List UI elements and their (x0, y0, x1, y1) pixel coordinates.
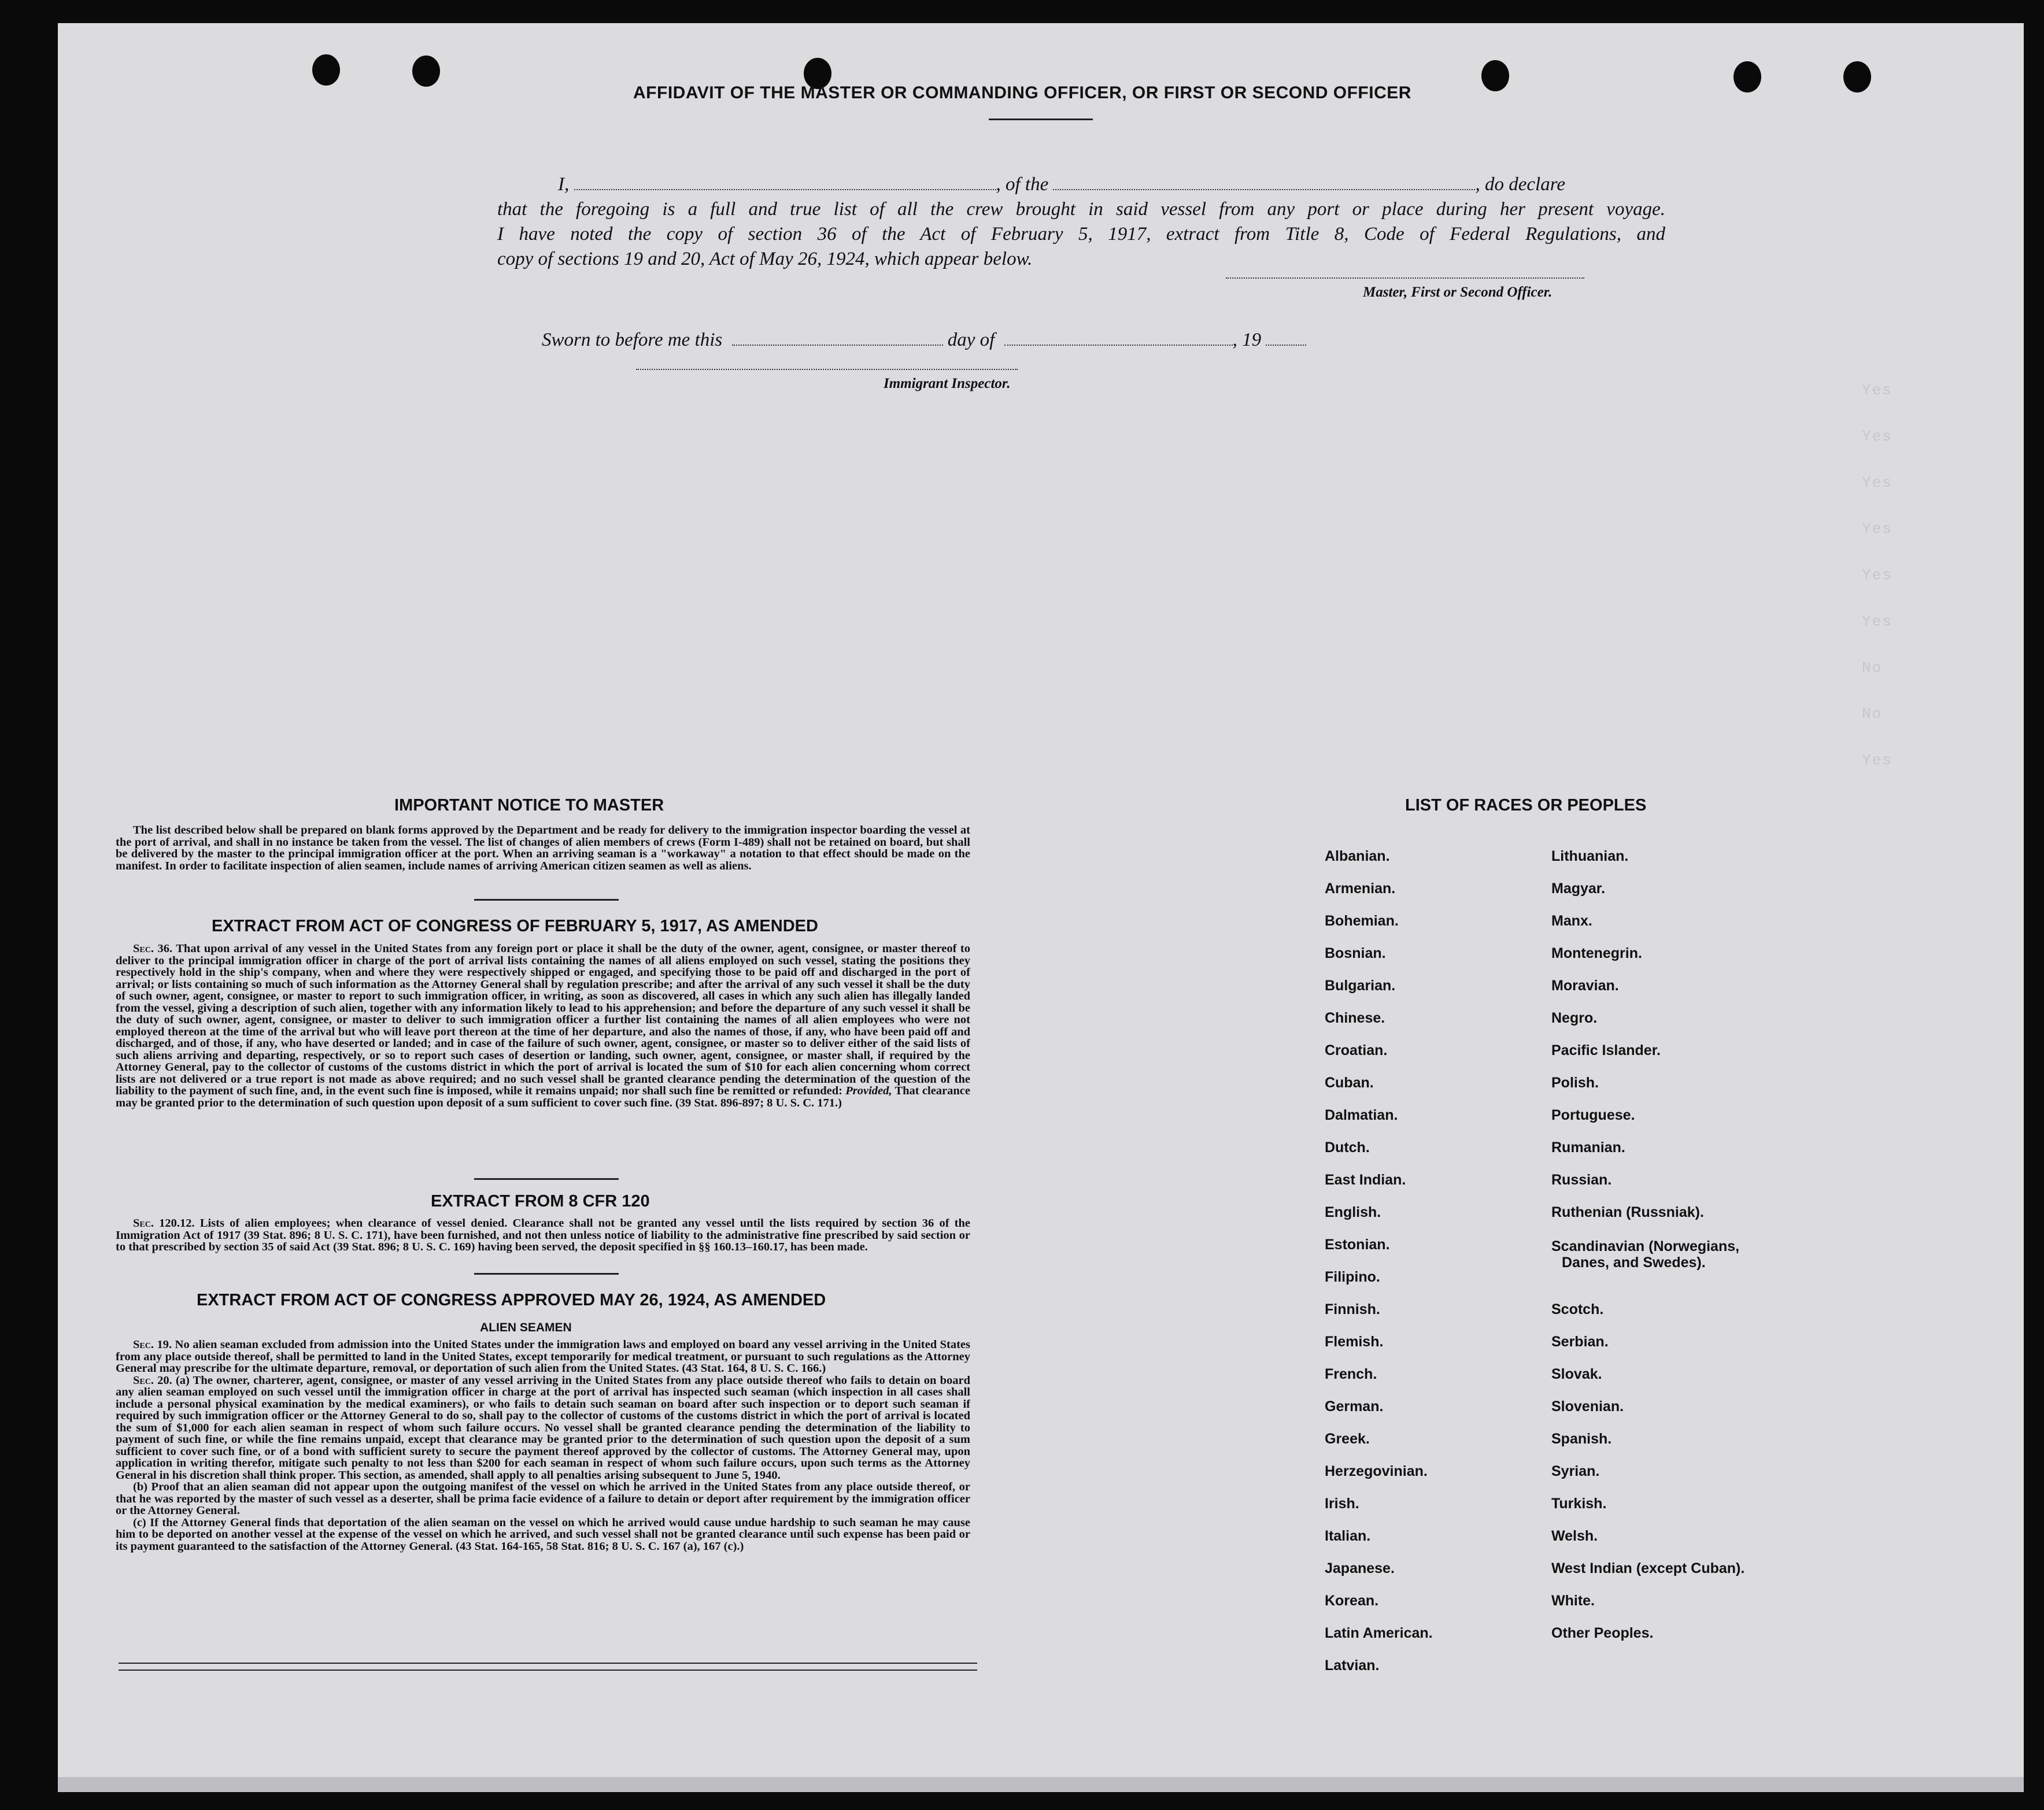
race-item: Korean. (1325, 1593, 1379, 1609)
race-item: Bohemian. (1325, 913, 1399, 929)
sworn-month-field[interactable] (1004, 331, 1233, 346)
race-item: Rumanian. (1551, 1139, 1625, 1156)
bleed-through: Yes (1862, 567, 1893, 584)
officer-name-field[interactable] (574, 175, 996, 190)
extract-1924-body (116, 1339, 970, 1552)
race-item: Moravian. (1551, 978, 1619, 994)
alien-seamen-subtitle: ALIEN SEAMEN (480, 1321, 572, 1334)
race-item: Montenegrin. (1551, 945, 1642, 961)
bottom-rule (119, 1663, 977, 1664)
sec36-text: That upon arrival of any vessel in the United States from any foreign port or place it shall be the duty of the owner, agent, consignee, or master thereof to deliver to the principal immigration officer in charge of the port of arrival lists containing the names of all aliens employed on such vessel, stating the positions they respectively hold in the ship's company, when and where they were respectively shipped or engaged, and specifying those to be paid off and discharged in the port of arrival; or lists containing so much of such information as the Attorney General shall by regulation prescribe; and after the arrival of any such vessel it shall be the duty of such owner, agent, consignee, or master to report to such immigration officer, in writing, as soon as discovered, all cases in which any such alien has illegally landed from the vessel, giving a description of such alien, together with any information likely to lead to his apprehension; and before the departure of any such vessel it shall be the duty of such owner, agent, consignee, or master to deliver to such immigration officer a further list containing the names of all alien employees who were not employed thereon at the time of the arrival but who will leave port thereon at the time of her departure, and also the names of those, if any, who have been paid off and discharged, and of those, if any, who have deserted or landed; and in case of the failure of such owner, agent, consignee, or master so to deliver either of the said lists of such aliens arriving and departing, respectively, or so to report such cases of desertion or landing, such owner, agent, consignee, or master shall, if required by the Attorney General, pay to the collector of customs of the customs district in which the port of arrival is located the sum of $10 for each alien concerning whom correct lists are not delivered or a true report is not made as above required; and no such vessel shall be granted clearance pending the determination of the question of the liability to the payment of such fine, and, in the event such fine is imposed, while it remains unpaid; nor shall such fine be remitted or refunded: (116, 942, 971, 1097)
race-item: Welsh. (1551, 1528, 1598, 1544)
race-item: Estonian. (1325, 1237, 1390, 1253)
punch-hole (1843, 61, 1871, 92)
race-item: Pacific Islander. (1551, 1042, 1661, 1058)
race-item: West Indian (except Cuban). (1551, 1560, 1745, 1576)
sec19-text: No alien seaman excluded from admission into the United States under the immigration laws and employed on board any vessel arriving in the United States from any place outside thereof, shall be permitted to land in the United States, except temporarily for medical treatment, or pursuant to such regulations as the Attorney General may prescribe for the ultimate departure, removal, or deportation of such alien from the United States. (43 Stat. 164, 8 U. S. C. 166.) (116, 1338, 971, 1375)
race-item: Magyar. (1551, 880, 1606, 897)
bleed-through: Yes (1862, 613, 1893, 630)
sec120-text: Lists of alien employees; when clearance of vessel denied. Clearance shall not be granted any vessel until the lists required by section 36 of the Immigration Act of 1917 (39 Stat. 896; 8 U. S. C. 171), have been furnished, and not then unless notice of liability to the administrative fine prescribed by said section or to that prescribed by section 35 of said Act (39 Stat. 896; 8 U. S. C. 169) having been served, the deposit specified in §§ 160.13–160.17, has been made. (116, 1217, 971, 1253)
divider (474, 1273, 619, 1275)
bleed-through: Yes (1862, 752, 1893, 769)
sec120-label: Sec. 120.12. (133, 1217, 195, 1230)
punch-hole (412, 55, 440, 87)
race-item: White. (1551, 1593, 1595, 1609)
race-item: Other Peoples. (1551, 1625, 1654, 1641)
race-item: Herzegovinian. (1325, 1463, 1428, 1479)
race-item: Chinese. (1325, 1010, 1385, 1026)
affidavit-line-2: that the foregoing is a full and true list of all the crew brought in said vessel from any port or place during her present voyage. (497, 199, 1665, 220)
race-item: Scandinavian (Norwegians, (1551, 1238, 1740, 1254)
affidavit-i-label: I, (558, 174, 570, 195)
race-item: Polish. (1551, 1075, 1599, 1091)
sec36-provided: Provided, (845, 1084, 892, 1097)
race-item: Latin American. (1325, 1625, 1433, 1641)
extract-cfr-body (116, 1217, 970, 1253)
notice-text: The list described below shall be prepared on blank forms approved by the Department and be ready for delivery to the immigration inspector boarding the vessel at the port of arrival, and shall in no instance be taken from the vessel. The list of changes of alien members of crews (Form I-489) shall not be retained on board, but shall be delivered by the master to the principal immigration officer at the port. When an arriving seaman is a "workaway" a notation to that effect should be made on the manifest. In order to facilitate inspection of alien seamen, include names of arriving American citizen seamen as well as aliens. (116, 824, 970, 872)
race-item: Lithuanian. (1551, 848, 1629, 864)
sworn-label: Sworn to before me this (542, 330, 723, 350)
punch-hole (1481, 60, 1509, 91)
extract-1917-title: EXTRACT FROM ACT OF CONGRESS OF FEBRUARY 5, 1917, AS AMENDED (212, 917, 818, 935)
race-item: Spanish. (1551, 1431, 1612, 1447)
bleed-through: Yes (1862, 382, 1893, 399)
race-item: Irish. (1325, 1496, 1359, 1512)
sec19-label: Sec. 19. (133, 1338, 172, 1351)
race-item: Finnish. (1325, 1301, 1380, 1317)
race-item: Dalmatian. (1325, 1107, 1398, 1123)
sec36-label: Sec. 36. (133, 942, 173, 955)
race-item: Italian. (1325, 1528, 1371, 1544)
race-item: Greek. (1325, 1431, 1370, 1447)
affidavit-text (497, 172, 1665, 272)
races-title: LIST OF RACES OR PEOPLES (1405, 796, 1647, 815)
divider (474, 1178, 619, 1180)
race-item: Ruthenian (Russniak). (1551, 1204, 1704, 1220)
race-item: Flemish. (1325, 1334, 1384, 1350)
sworn-line (542, 330, 1306, 351)
master-caption: Master, First or Second Officer. (1363, 284, 1553, 300)
bottom-rule (119, 1670, 977, 1671)
race-item: German. (1325, 1398, 1384, 1415)
race-item: Cuban. (1325, 1075, 1374, 1091)
race-item: Scotch. (1551, 1301, 1604, 1317)
race-item: Serbian. (1551, 1334, 1609, 1350)
affidavit-of-the: , of the (996, 174, 1049, 195)
extract-1924-title: EXTRACT FROM ACT OF CONGRESS APPROVED MAY 26, 1924, AS AMENDED (197, 1291, 826, 1309)
extract-cfr-title: EXTRACT FROM 8 CFR 120 (431, 1192, 650, 1211)
affidavit-title: AFFIDAVIT OF THE MASTER OR COMMANDING OFFICER, OR FIRST OR SECOND OFFICER (633, 83, 1411, 102)
race-item: Filipino. (1325, 1269, 1380, 1285)
race-item: Latvian. (1325, 1657, 1380, 1674)
race-item: English. (1325, 1204, 1381, 1220)
page-edge-shadow (58, 1777, 2024, 1792)
race-item: Armenian. (1325, 880, 1396, 897)
bleed-through: Yes (1862, 474, 1893, 491)
vessel-name-field[interactable] (1053, 175, 1475, 190)
sec20c-text: (c) If the Attorney General finds that deportation of the alien seaman on the vessel on which he arrived would cause undue hardship to such seaman he may cause him to be deported on another vessel at the expense of the vessel on which he arrived, and such vessel shall not be granted clearance until such expense has been paid or its payment guaranteed to the satisfaction of the Attorney General. (43 Stat. 164-165, 58 Stat. 816; 8 U. S. C. 167 (a), 167 (c).) (116, 1516, 970, 1553)
extract-1917-body (116, 943, 970, 1109)
punch-hole (1733, 61, 1761, 92)
race-item: Croatian. (1325, 1042, 1388, 1058)
bleed-through: Yes (1862, 428, 1893, 445)
race-item: Bosnian. (1325, 945, 1386, 961)
bleed-through: Yes (1862, 520, 1893, 538)
race-item: Japanese. (1325, 1560, 1395, 1576)
race-item: Manx. (1551, 913, 1592, 929)
race-item: Portuguese. (1551, 1107, 1635, 1123)
sworn-day-of: day of (947, 330, 995, 350)
race-item: Danes, and Swedes). (1562, 1254, 1706, 1271)
race-item: French. (1325, 1366, 1377, 1382)
inspector-signature-line[interactable] (636, 369, 1018, 370)
divider (474, 899, 619, 901)
affidavit-line-4: copy of sections 19 and 20, Act of May 26, 1924, which appear below. (497, 249, 1033, 269)
sec20a-text: (a) The owner, charterer, agent, consignee, or master of any vessel arriving in the United States from any place outside thereof who fails to detain on board any alien seaman employed on such vessel until the immigration officer in charge at the port of arrival has inspected such seaman (which inspection in all cases shall include a personal physical examination by the medical examiners), or who fails to detain such seaman on board after such inspection or to deport such seaman if required by such immigration officer or the Attorney General to do so, shall pay to the collector of customs of the customs district in which the port of arrival is located the sum of $1,000 for each alien seaman in respect of whom such failure occurs. No vessel shall be granted clearance pending the determination of the liability to payment of such fine, or while the fine remains unpaid, except that clearance may be granted prior to the determination of such question upon the deposit of a sum sufficient to cover such fine, or of a bond with sufficient surety to secure the payment thereof approved by the collector of customs. The Attorney General may, upon application in writing therefor, mitigate such penalty to not less than $200 for each seaman in respect of whom such failure occurs, upon such terms as the Attorney General in his discretion shall think proper. This section, as amended, shall apply to all penalties arising subsequent to June 5, 1940. (116, 1374, 970, 1482)
race-item: Bulgarian. (1325, 978, 1396, 994)
race-item: Albanian. (1325, 848, 1390, 864)
affidavit-do-declare: , do declare (1475, 174, 1565, 195)
bleed-through: No (1862, 659, 1883, 676)
race-item: Russian. (1551, 1172, 1612, 1188)
divider (989, 119, 1093, 120)
bleed-through: No (1862, 705, 1883, 723)
sworn-year-prefix: , 19 (1232, 330, 1262, 350)
race-item: Slovenian. (1551, 1398, 1624, 1415)
notice-title: IMPORTANT NOTICE TO MASTER (394, 796, 664, 815)
sec20-label: Sec. 20. (133, 1374, 172, 1387)
sec36-text-end: That clearance may be granted prior to the determination of such question upon deposit of a sum sufficient to cover such fine. (39 Stat. 896-897; 8 U. S. C. 171.) (116, 1084, 971, 1109)
document-page (58, 23, 2024, 1792)
race-item: East Indian. (1325, 1172, 1406, 1188)
race-item: Turkish. (1551, 1496, 1607, 1512)
race-item: Dutch. (1325, 1139, 1370, 1156)
affidavit-line-3: I have noted the copy of section 36 of the Act of February 5, 1917, extract from Title 8, Code of Federal Regulations, and (497, 224, 1665, 245)
sec20b-text: (b) Proof that an alien seaman did not appear upon the outgoing manifest of the vessel on which he arrived in the United States from any place outside thereof, or that he was reported by the master of such vessel as a deserter, shall be prima facie evidence of a failure to detain or deport after requirement by the immigration officer or the Attorney General. (116, 1480, 970, 1517)
inspector-caption: Immigrant Inspector. (884, 376, 1011, 391)
punch-hole (312, 54, 340, 86)
race-item: Negro. (1551, 1010, 1598, 1026)
master-signature-line[interactable] (1226, 277, 1584, 279)
notice-body (116, 824, 970, 872)
sworn-day-field[interactable] (732, 331, 943, 346)
sworn-year-field[interactable] (1266, 331, 1306, 346)
race-item: Syrian. (1551, 1463, 1600, 1479)
race-item: Slovak. (1551, 1366, 1602, 1382)
